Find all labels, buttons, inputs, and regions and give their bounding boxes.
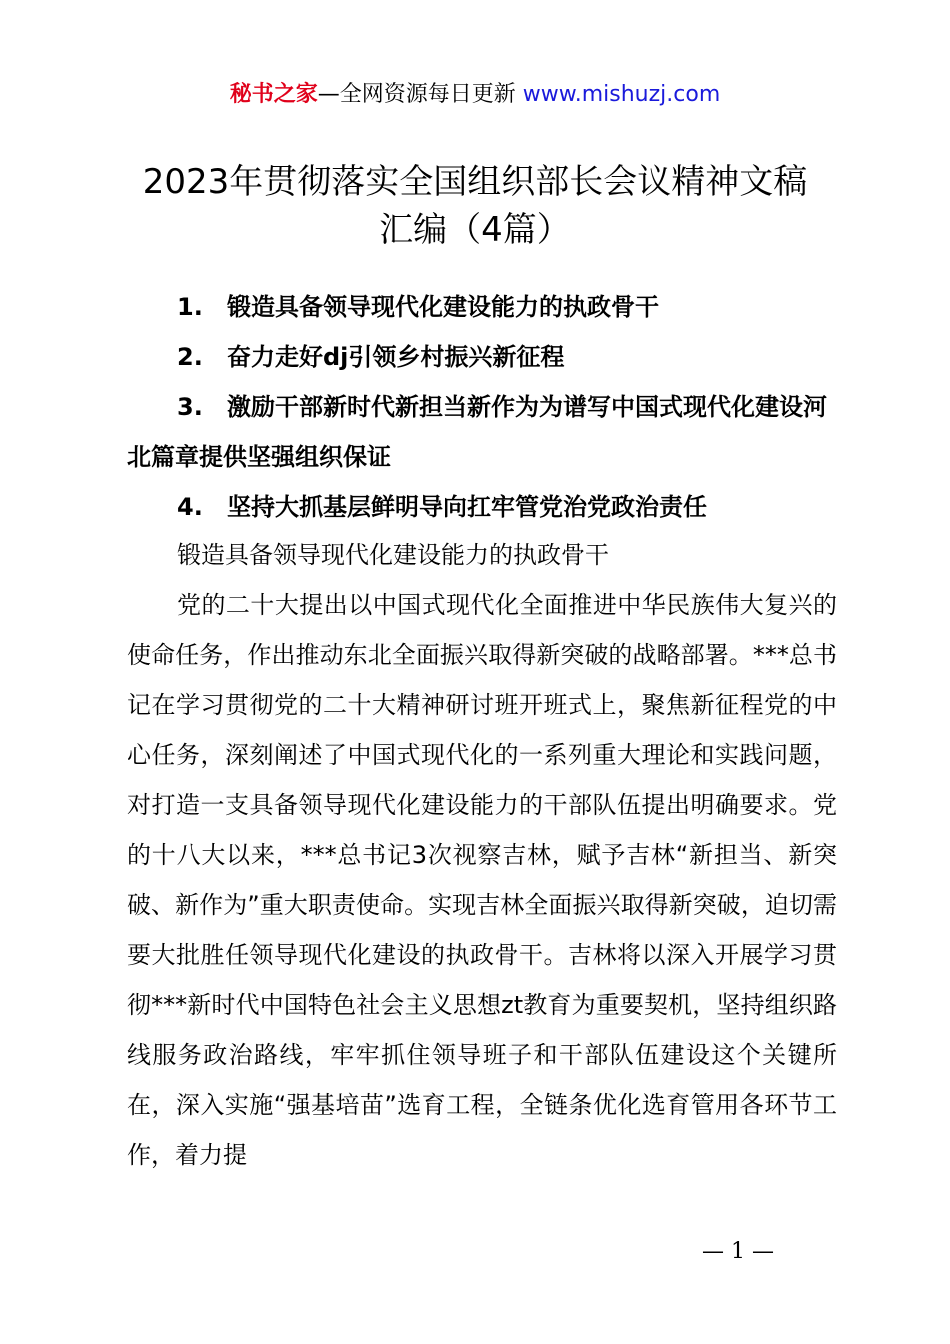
document-title <box>60 158 890 254</box>
document-body <box>127 530 837 1180</box>
toc-item <box>127 382 837 482</box>
toc-item <box>127 332 837 382</box>
site-header <box>0 78 950 112</box>
toc-item-text: 坚持大抓基层鲜明导向扛牢管党治党政治责任 <box>227 493 707 521</box>
toc-item <box>127 482 837 532</box>
toc-item <box>127 282 837 332</box>
toc-item-text: 奋力走好dj引领乡村振兴新征程 <box>227 343 565 371</box>
table-of-contents <box>127 282 837 532</box>
site-url-link[interactable]: www.mishuzj.com <box>522 82 721 107</box>
toc-item-text: 激励干部新时代新担当新作为为谱写中国式现代化建设河北篇章提供坚强组织保证 <box>127 393 827 471</box>
toc-item-number: 3. <box>177 393 203 421</box>
site-brand: 秘书之家 <box>229 82 318 107</box>
site-tagline: —全网资源每日更新 <box>317 82 523 107</box>
toc-item-number: 2. <box>177 343 203 371</box>
toc-item-number: 1. <box>177 293 203 321</box>
page-number: — 1 — <box>702 1239 774 1264</box>
document-title-line-2: 汇编（4篇） <box>379 210 571 250</box>
document-title-line-1: 2023年贯彻落实全国组织部长会议精神文稿 <box>142 162 808 202</box>
toc-item-text: 锻造具备领导现代化建设能力的执政骨干 <box>227 293 659 321</box>
section-heading: 锻造具备领导现代化建设能力的执政骨干 <box>177 541 609 569</box>
body-paragraph: 党的二十大提出以中国式现代化全面推进中华民族伟大复兴的使命任务，作出推动东北全面振兴取得新突破的战略部署。***总书记在学习贯彻党的二十大精神研讨班开班式上，聚焦新征程党的中心任务，深刻阐述了中国式现代化的一系列重大理论和实践问题，对打造一支具备领导现代化建设能力的干部队伍提出明确要求。党的十八大以来，***总书记3次视察吉林，赋予吉林“新担当、新突破、新作为”重大职责使命。实现吉林全面振兴取得新突破，迫切需要大批胜任领导现代化建设的执政骨干。吉林将以深入开展学习贯彻***新时代中国特色社会主义思想zt教育为重要契机，坚持组织路线服务政治路线，牢牢抓住领导班子和干部队伍建设这个关键所在，深入实施“强基培苗”选育工程，全链条优化选育管用各环节工作，着力提 <box>127 591 837 1169</box>
toc-item-number: 4. <box>177 493 203 521</box>
